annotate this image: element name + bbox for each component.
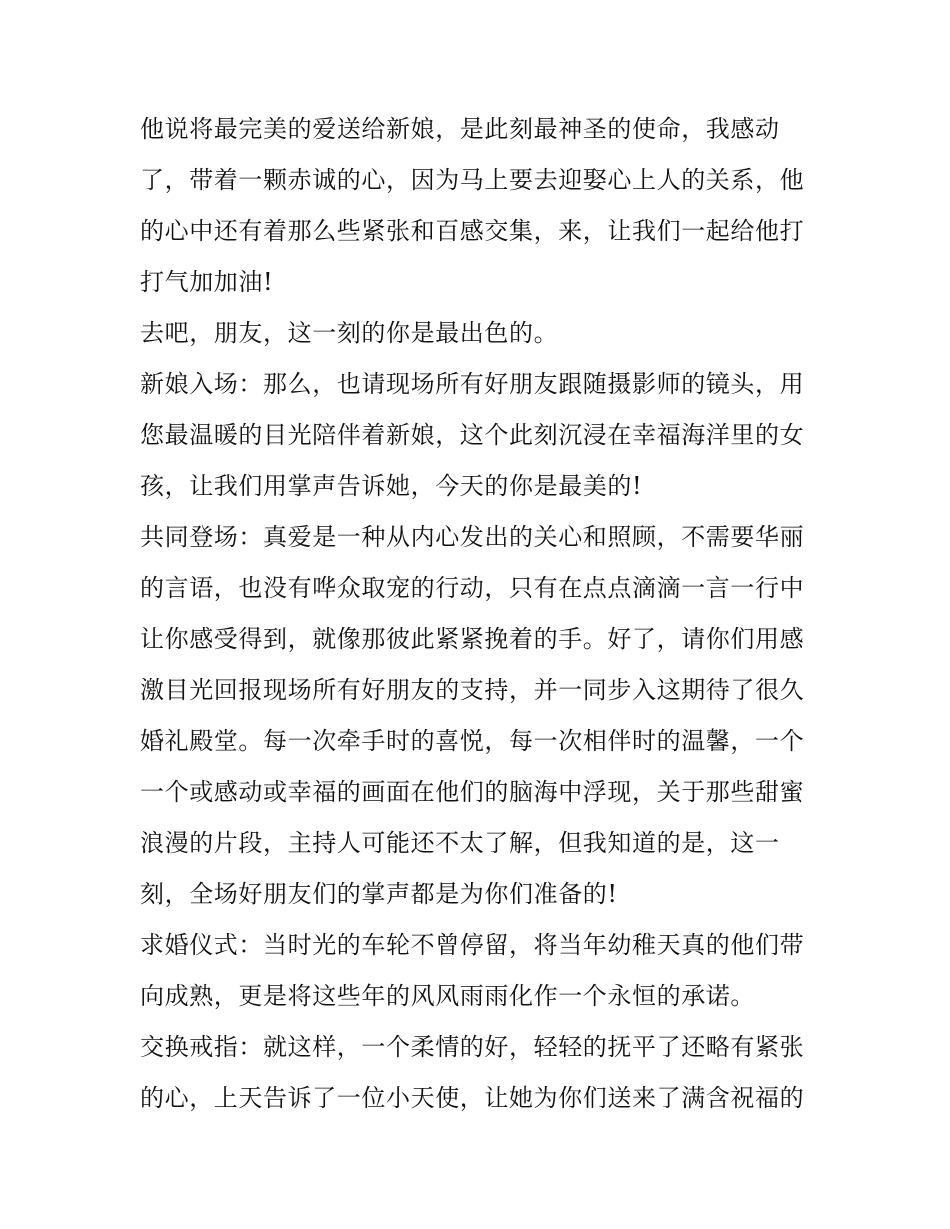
text-line: 向成熟，更是将这些年的风风雨雨化作一个永恒的承诺。 [140,982,755,1010]
text-line: 他说将最完美的爱送给新娘，是此刻最神圣的使命，我感动 [140,115,780,143]
text-line: 一个或感动或幸福的画面在他们的脑海中浮现，关于那些甜蜜 [140,778,805,806]
text-line: 新娘入场：那么，也请现场所有好朋友跟随摄影师的镜头，用 [140,370,805,398]
text-line: 孩，让我们用掌声告诉她，今天的你是最美的! [140,472,643,500]
text-line: 共同登场：真爱是一种从内心发出的关心和照顾，不需要华丽 [140,523,805,551]
text-line: 您最温暖的目光陪伴着新娘，这个此刻沉浸在幸福海洋里的女 [140,421,805,449]
text-line: 婚礼殿堂。每一次牵手时的喜悦，每一次相伴时的温馨，一个 [140,727,805,755]
text-line: 交换戒指：就这样，一个柔情的好，轻轻的抚平了还略有紧张 [140,1033,805,1061]
text-line: 激目光回报现场所有好朋友的支持，并一同步入这期待了很久 [140,676,805,704]
text-line: 刻，全场好朋友们的掌声都是为你们准备的! [140,880,618,908]
text-line: 打气加加油! [140,268,274,296]
text-line: 去吧，朋友，这一刻的你是最出色的。 [140,319,559,347]
document-body [140,104,820,1124]
text-line: 求婚仪式：当时光的车轮不曾停留，将当年幼稚天真的他们带 [140,931,805,959]
text-line: 的心，上天告诉了一位小天使，让她为你们送来了满含祝福的 [140,1084,805,1112]
text-line: 的心中还有着那么些紧张和百感交集，来，让我们一起给他打 [140,217,805,245]
text-line: 浪漫的片段，主持人可能还不太了解，但我知道的是，这一 [140,829,780,857]
text-line: 让你感受得到，就像那彼此紧紧挽着的手。好了，请你们用感 [140,625,805,653]
text-line: 了，带着一颗赤诚的心，因为马上要去迎娶心上人的关系，他 [140,166,805,194]
text-line: 的言语，也没有哗众取宠的行动，只有在点点滴滴一言一行中 [140,574,805,602]
